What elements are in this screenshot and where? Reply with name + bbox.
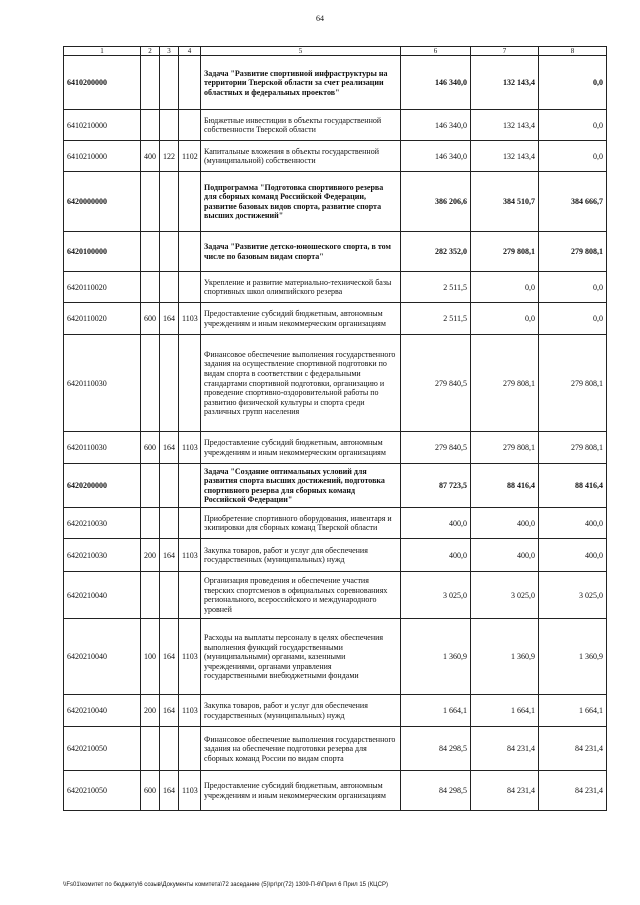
row-code: 6420200000 xyxy=(64,464,141,508)
row-description: Бюджетные инвестиции в объекты государственной собственности Тверской области xyxy=(201,110,401,141)
row-value-8: 0,0 xyxy=(539,110,607,141)
row-value-6: 282 352,0 xyxy=(401,232,471,272)
row-description: Задача "Создание оптимальных условий для развития спорта высших достижений, подготовка спортивного резерва для сборных команд Российской Федерации" xyxy=(201,464,401,508)
row-code: 6410210000 xyxy=(64,110,141,141)
row-description: Финансовое обеспечение выполнения государственного задания на обеспечение подготовки резерва для сборных команд России по видам спорта xyxy=(201,727,401,771)
row-col2 xyxy=(141,272,160,303)
table-row xyxy=(64,141,607,172)
row-col4: 1103 xyxy=(179,771,201,811)
row-col2 xyxy=(141,464,160,508)
row-value-6: 146 340,0 xyxy=(401,110,471,141)
row-col4: 1102 xyxy=(179,141,201,172)
row-value-7: 279 808,1 xyxy=(471,232,539,272)
row-col2 xyxy=(141,727,160,771)
table-header-row xyxy=(64,47,607,56)
row-value-6: 1 360,9 xyxy=(401,619,471,695)
row-col3: 164 xyxy=(160,432,179,464)
row-value-8: 279 808,1 xyxy=(539,432,607,464)
row-col2: 200 xyxy=(141,695,160,727)
row-col4 xyxy=(179,172,201,232)
row-code: 6420110020 xyxy=(64,303,141,335)
row-description: Предоставление субсидий бюджетным, автономным учреждениям и иным некоммерческим организациям xyxy=(201,771,401,811)
row-col3 xyxy=(160,335,179,432)
row-value-8: 84 231,4 xyxy=(539,727,607,771)
row-value-8: 384 666,7 xyxy=(539,172,607,232)
row-value-6: 2 511,5 xyxy=(401,303,471,335)
row-code: 6420210040 xyxy=(64,695,141,727)
row-value-6: 386 206,6 xyxy=(401,172,471,232)
row-col4 xyxy=(179,232,201,272)
row-col2: 600 xyxy=(141,771,160,811)
row-col2 xyxy=(141,335,160,432)
row-value-7: 88 416,4 xyxy=(471,464,539,508)
row-description: Задача "Развитие детско-юношеского спорта, в том числе по базовым видам спорта" xyxy=(201,232,401,272)
column-header: 3 xyxy=(160,47,179,56)
row-value-8: 0,0 xyxy=(539,303,607,335)
row-col3: 164 xyxy=(160,303,179,335)
row-value-6: 279 840,5 xyxy=(401,432,471,464)
row-col2: 100 xyxy=(141,619,160,695)
row-value-7: 0,0 xyxy=(471,303,539,335)
row-col4 xyxy=(179,272,201,303)
row-description: Предоставление субсидий бюджетным, автономным учреждениям и иным некоммерческим организациям xyxy=(201,432,401,464)
row-col3 xyxy=(160,56,179,110)
table-row xyxy=(64,771,607,811)
row-code: 6420210030 xyxy=(64,508,141,539)
row-col2 xyxy=(141,508,160,539)
row-value-8: 279 808,1 xyxy=(539,232,607,272)
row-value-7: 132 143,4 xyxy=(471,110,539,141)
row-value-8: 3 025,0 xyxy=(539,572,607,619)
row-description: Расходы на выплаты персоналу в целях обеспечения выполнения функций государственными (муниципальными) органами, казенными учреждениями, органами управления государственными внебюджетными фондами xyxy=(201,619,401,695)
row-value-8: 400,0 xyxy=(539,508,607,539)
row-col2: 600 xyxy=(141,303,160,335)
row-value-7: 279 808,1 xyxy=(471,335,539,432)
row-value-7: 400,0 xyxy=(471,508,539,539)
row-description: Укрепление и развитие материально-технической базы спортивных школ олимпийского резерва xyxy=(201,272,401,303)
row-value-7: 279 808,1 xyxy=(471,432,539,464)
file-path-footer: \\Fs01\комитет по бюджету\6 созыв\Документы комитета\72 заседание (5)\рг\рг(72) 1309-П-6\Прил 6 Прил 15 (КЦСР) xyxy=(63,882,388,888)
row-col3: 164 xyxy=(160,619,179,695)
column-header: 7 xyxy=(471,47,539,56)
row-col3 xyxy=(160,727,179,771)
row-col4 xyxy=(179,335,201,432)
row-value-7: 84 231,4 xyxy=(471,727,539,771)
row-col2 xyxy=(141,172,160,232)
row-value-7: 1 664,1 xyxy=(471,695,539,727)
row-value-6: 400,0 xyxy=(401,539,471,572)
row-value-7: 3 025,0 xyxy=(471,572,539,619)
row-value-7: 1 360,9 xyxy=(471,619,539,695)
row-description: Организация проведения и обеспечение участия тверских спортсменов в официальных соревнованиях регионального, всероссийского и международного уровней xyxy=(201,572,401,619)
row-col4 xyxy=(179,464,201,508)
table-row xyxy=(64,335,607,432)
row-value-8: 0,0 xyxy=(539,141,607,172)
row-col3 xyxy=(160,272,179,303)
row-col4 xyxy=(179,110,201,141)
row-code: 6420210030 xyxy=(64,539,141,572)
row-col4 xyxy=(179,56,201,110)
row-value-6: 146 340,0 xyxy=(401,141,471,172)
table-row xyxy=(64,464,607,508)
table-row xyxy=(64,232,607,272)
row-col3: 164 xyxy=(160,771,179,811)
row-col2 xyxy=(141,572,160,619)
row-value-8: 84 231,4 xyxy=(539,771,607,811)
table-row xyxy=(64,303,607,335)
row-col3 xyxy=(160,508,179,539)
table-row xyxy=(64,272,607,303)
row-value-6: 2 511,5 xyxy=(401,272,471,303)
row-value-6: 87 723,5 xyxy=(401,464,471,508)
row-col4: 1103 xyxy=(179,539,201,572)
row-description: Капитальные вложения в объекты государственной (муниципальной) собственности xyxy=(201,141,401,172)
table-row xyxy=(64,56,607,110)
row-col3: 164 xyxy=(160,539,179,572)
row-description: Приобретение спортивного оборудования, инвентаря и экипировки для сборных команд Тверской области xyxy=(201,508,401,539)
row-value-7: 132 143,4 xyxy=(471,141,539,172)
table-row xyxy=(64,695,607,727)
row-col3 xyxy=(160,572,179,619)
row-value-6: 84 298,5 xyxy=(401,727,471,771)
row-col4: 1103 xyxy=(179,303,201,335)
row-value-7: 132 143,4 xyxy=(471,56,539,110)
column-header: 5 xyxy=(201,47,401,56)
column-header: 4 xyxy=(179,47,201,56)
table-row xyxy=(64,508,607,539)
row-description: Закупка товаров, работ и услуг для обеспечения государственных (муниципальных) нужд xyxy=(201,695,401,727)
row-value-8: 1 360,9 xyxy=(539,619,607,695)
row-col3 xyxy=(160,464,179,508)
row-col4: 1103 xyxy=(179,432,201,464)
row-code: 6420210040 xyxy=(64,619,141,695)
column-header: 1 xyxy=(64,47,141,56)
row-code: 6420110030 xyxy=(64,432,141,464)
table-row xyxy=(64,727,607,771)
row-col3 xyxy=(160,232,179,272)
row-col4 xyxy=(179,572,201,619)
row-description: Закупка товаров, работ и услуг для обеспечения государственных (муниципальных) нужд xyxy=(201,539,401,572)
row-description: Задача "Развитие спортивной инфраструктуры на территории Тверской области за счет реализации областных и федеральных проектов" xyxy=(201,56,401,110)
row-col3 xyxy=(160,172,179,232)
row-value-6: 146 340,0 xyxy=(401,56,471,110)
row-description: Подпрограмма "Подготовка спортивного резерва для сборных команд Российской Федерации, развитие базовых видов спорта, развитие спорта высших достижений" xyxy=(201,172,401,232)
column-header: 6 xyxy=(401,47,471,56)
row-col2: 200 xyxy=(141,539,160,572)
row-description: Предоставление субсидий бюджетным, автономным учреждениям и иным некоммерческим организациям xyxy=(201,303,401,335)
row-col2 xyxy=(141,232,160,272)
budget-table xyxy=(63,46,607,811)
table-row xyxy=(64,619,607,695)
row-code: 6410200000 xyxy=(64,56,141,110)
column-header: 2 xyxy=(141,47,160,56)
row-code: 6420210040 xyxy=(64,572,141,619)
row-col4 xyxy=(179,727,201,771)
row-col4: 1103 xyxy=(179,695,201,727)
table-row xyxy=(64,432,607,464)
row-value-8: 0,0 xyxy=(539,272,607,303)
row-col4: 1103 xyxy=(179,619,201,695)
row-col3: 164 xyxy=(160,695,179,727)
row-value-7: 400,0 xyxy=(471,539,539,572)
row-value-6: 3 025,0 xyxy=(401,572,471,619)
table-row xyxy=(64,539,607,572)
row-col3 xyxy=(160,110,179,141)
row-value-7: 84 231,4 xyxy=(471,771,539,811)
row-code: 6410210000 xyxy=(64,141,141,172)
row-col2 xyxy=(141,56,160,110)
table-row xyxy=(64,110,607,141)
row-value-7: 384 510,7 xyxy=(471,172,539,232)
row-value-8: 400,0 xyxy=(539,539,607,572)
row-code: 6420110020 xyxy=(64,272,141,303)
row-value-6: 84 298,5 xyxy=(401,771,471,811)
row-code: 6420110030 xyxy=(64,335,141,432)
row-code: 6420210050 xyxy=(64,771,141,811)
row-description: Финансовое обеспечение выполнения государственного задания на осуществление спортивной подготовки по видам спорта в соответствии с федеральными стандартами спортивной подготовки, организацию и проведение спортивно-оздоровительной работы по развитию физической культуры и спорта среди различных групп населения xyxy=(201,335,401,432)
row-value-6: 279 840,5 xyxy=(401,335,471,432)
row-col2: 600 xyxy=(141,432,160,464)
row-value-7: 0,0 xyxy=(471,272,539,303)
row-value-8: 0,0 xyxy=(539,56,607,110)
row-col2 xyxy=(141,110,160,141)
column-header: 8 xyxy=(539,47,607,56)
row-col4 xyxy=(179,508,201,539)
row-code: 6420210050 xyxy=(64,727,141,771)
row-value-6: 400,0 xyxy=(401,508,471,539)
row-value-8: 1 664,1 xyxy=(539,695,607,727)
table-row xyxy=(64,572,607,619)
row-col3: 122 xyxy=(160,141,179,172)
row-code: 6420000000 xyxy=(64,172,141,232)
page-number: 64 xyxy=(316,14,324,23)
row-value-8: 88 416,4 xyxy=(539,464,607,508)
table-row xyxy=(64,172,607,232)
row-value-8: 279 808,1 xyxy=(539,335,607,432)
row-code: 6420100000 xyxy=(64,232,141,272)
row-col2: 400 xyxy=(141,141,160,172)
row-value-6: 1 664,1 xyxy=(401,695,471,727)
